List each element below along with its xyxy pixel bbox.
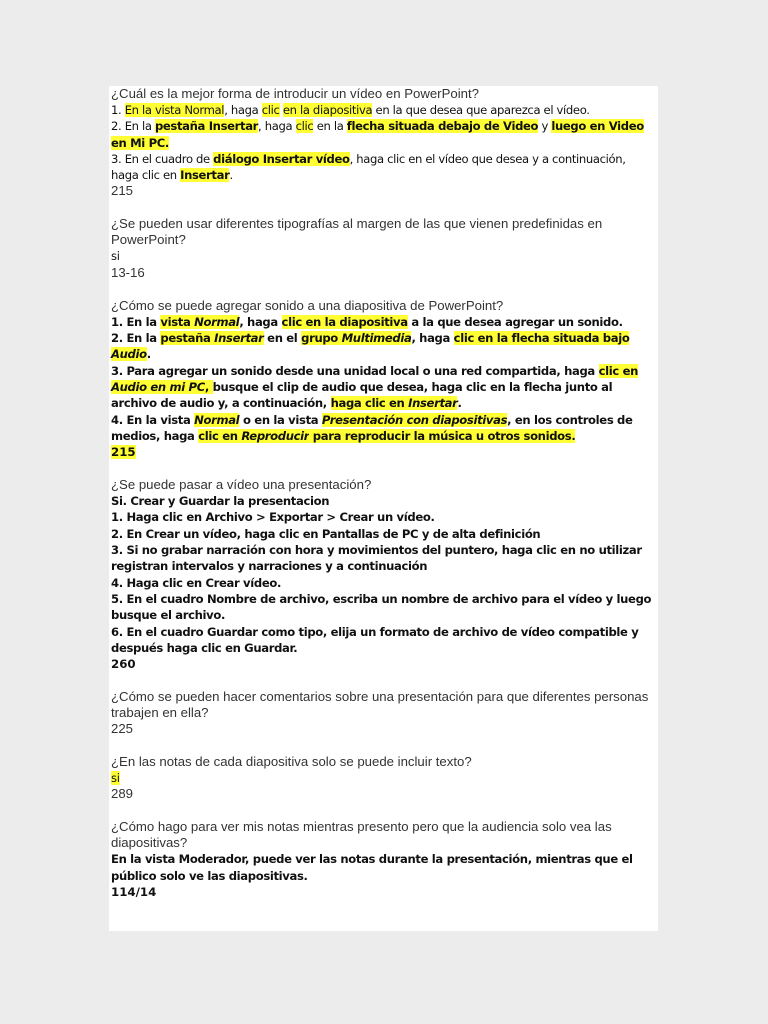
- highlighted-text: Insertar: [214, 331, 264, 346]
- answer-text: busque el clip de audio que desea, haga clic en la flecha junto al archivo de audio y, a continuación,: [111, 379, 613, 411]
- question-text: ¿En las notas de cada diapositiva solo se puede incluir texto?: [111, 754, 472, 770]
- answer-text: 4. Haga clic en Crear vídeo.: [111, 575, 282, 590]
- question-text: ¿Se pueden usar diferentes tipografías al margen de las que vienen predefinidas en PowerPoint?: [111, 216, 603, 248]
- highlighted-text: clic en la diapositiva: [281, 314, 408, 329]
- question-text: ¿Cuál es la mejor forma de introducir un vídeo en PowerPoint?: [111, 86, 479, 101]
- answer-line: [111, 151, 656, 184]
- page-reference: 225: [111, 721, 134, 737]
- answer-text: En la vista Moderador, puede ver las notas durante la presentación, mientras que el público solo ve las diapositivas.: [111, 852, 633, 883]
- question-text: ¿Cómo hago para ver mis notas mientras presento pero que la audiencia solo vea las diapositivas?: [111, 819, 612, 851]
- answer-text: 3. Si no grabar narración con hora y movimientos del puntero, haga clic en no utilizar registran intervalos y narraciones y a continuación: [111, 543, 642, 574]
- document-page: [109, 86, 658, 931]
- highlighted-text: Normal: [194, 412, 240, 427]
- document-content: [109, 86, 658, 900]
- highlighted-text: para reproducir la música u otros sonidos.: [309, 428, 576, 443]
- answer-line: [111, 591, 656, 624]
- answer-line: [111, 493, 656, 509]
- highlighted-text: grupo: [301, 331, 342, 346]
- answer-text: , haga: [239, 314, 282, 329]
- highlighted-text: clic: [261, 103, 280, 117]
- highlighted-text: si: [111, 771, 120, 786]
- answer-text: .: [457, 396, 462, 411]
- highlighted-text: diálogo Insertar vídeo: [213, 151, 350, 166]
- highlighted-text: clic: [295, 119, 314, 134]
- answer-line: [111, 526, 656, 542]
- answer-text: 1.: [111, 103, 125, 117]
- answer-line: [111, 851, 656, 884]
- answer-text: 2. En Crear un vídeo, haga clic en Pantallas de PC y de alta definición: [111, 526, 541, 541]
- page-reference: 260: [111, 657, 136, 672]
- question-text: ¿Se puede pasar a vídeo una presentación?: [111, 477, 372, 493]
- answer-text: 1. Haga clic en Archivo > Exportar > Crear un vídeo.: [111, 510, 435, 525]
- highlighted-text: 215: [111, 445, 136, 460]
- highlighted-text: Audio en mi PC: [111, 379, 205, 394]
- highlighted-text: ,: [204, 379, 213, 394]
- highlighted-text: clic en: [198, 428, 242, 443]
- answer-line: [111, 624, 656, 657]
- answer-text: Si. Crear y Guardar la presentacion: [111, 494, 330, 509]
- page-reference: 114/14: [111, 885, 157, 900]
- highlighted-text: clic en la flecha situada bajo: [453, 331, 630, 346]
- answer-text: , haga clic en el vídeo que desea y a continuación, haga clic en: [111, 151, 626, 183]
- highlighted-text: clic en: [598, 363, 638, 378]
- answer-line: [111, 118, 656, 151]
- highlighted-text: vista: [160, 314, 195, 329]
- answer-text: , en los controles de medios, haga: [111, 412, 633, 443]
- page-reference: [111, 444, 656, 460]
- answer-text: en el: [263, 331, 302, 346]
- qa-block: [111, 689, 656, 737]
- answer-line: [111, 575, 656, 591]
- answer-line: [111, 330, 656, 363]
- answer-text: 2. En la: [111, 331, 161, 346]
- highlighted-text: Reproducir: [241, 428, 310, 443]
- highlighted-text: pestaña: [160, 331, 215, 346]
- answer-line: [111, 770, 656, 786]
- highlighted-text: pestaña Insertar: [154, 119, 259, 134]
- highlighted-text: en la diapositiva: [282, 103, 373, 117]
- answer-line: [111, 248, 656, 264]
- answer-line: [111, 102, 656, 118]
- highlighted-text: Insertar: [180, 168, 230, 183]
- qa-block: [111, 86, 656, 199]
- page-reference: 289: [111, 786, 134, 802]
- answer-text: 1. En la: [111, 314, 161, 329]
- qa-block: [111, 216, 656, 280]
- highlighted-text: Multimedia: [341, 331, 412, 346]
- answer-text: en la: [313, 119, 347, 134]
- answer-text: 3. Para agregar un sonido desde una unidad local o una red compartida, haga: [111, 363, 599, 378]
- qa-block: [111, 754, 656, 802]
- highlighted-text: Audio: [111, 347, 147, 362]
- question-text: ¿Cómo se pueden hacer comentarios sobre una presentación para que diferentes personas trabajen en ella?: [111, 689, 649, 721]
- answer-text: en la que desea que aparezca el vídeo.: [372, 103, 590, 117]
- page-reference: 13-16: [111, 264, 145, 280]
- answer-text: , haga: [411, 331, 454, 346]
- qa-block: [111, 298, 656, 460]
- answer-line: [111, 412, 656, 445]
- qa-block: [111, 477, 656, 672]
- answer-text: 4. En la: [111, 412, 161, 427]
- answer-text: 3. En el cuadro de: [111, 151, 214, 166]
- page-reference: 215: [111, 183, 134, 199]
- answer-line: [111, 314, 656, 330]
- answer-text: 2. En la: [111, 119, 155, 134]
- answer-text: .: [229, 168, 233, 183]
- answer-text: y: [538, 119, 552, 134]
- qa-block: [111, 819, 656, 900]
- highlighted-text: luego en Video en Mi PC.: [111, 119, 644, 150]
- answer-line: [111, 363, 656, 412]
- answer-text: a la que desea agregar un sonido.: [407, 314, 623, 329]
- highlighted-text: haga clic en: [330, 396, 409, 411]
- answer-text: 6. En el cuadro Guardar como tipo, elija un formato de archivo de vídeo compatible y después haga clic en Guardar.: [111, 624, 639, 655]
- answer-line: [111, 542, 656, 575]
- question-text: ¿Cómo se puede agregar sonido a una diapositiva de PowerPoint?: [111, 297, 504, 313]
- answer-text: o en la vista: [239, 412, 322, 427]
- answer-text: si: [111, 249, 120, 264]
- answer-text: 5. En el cuadro Nombre de archivo, escriba un nombre de archivo para el vídeo y luego busque el archivo.: [111, 591, 652, 623]
- highlighted-text: Presentación con diapositivas: [321, 412, 508, 427]
- answer-line: [111, 509, 656, 525]
- answer-text: vista: [160, 412, 195, 427]
- highlighted-text: flecha situada debajo de Video: [346, 119, 539, 134]
- highlighted-text: Normal: [194, 314, 240, 329]
- highlighted-text: Insertar: [408, 396, 458, 411]
- answer-text: , haga: [224, 103, 262, 117]
- answer-text: .: [146, 347, 151, 362]
- highlighted-text: En la vista Normal: [124, 103, 225, 117]
- answer-text: , haga: [258, 119, 296, 134]
